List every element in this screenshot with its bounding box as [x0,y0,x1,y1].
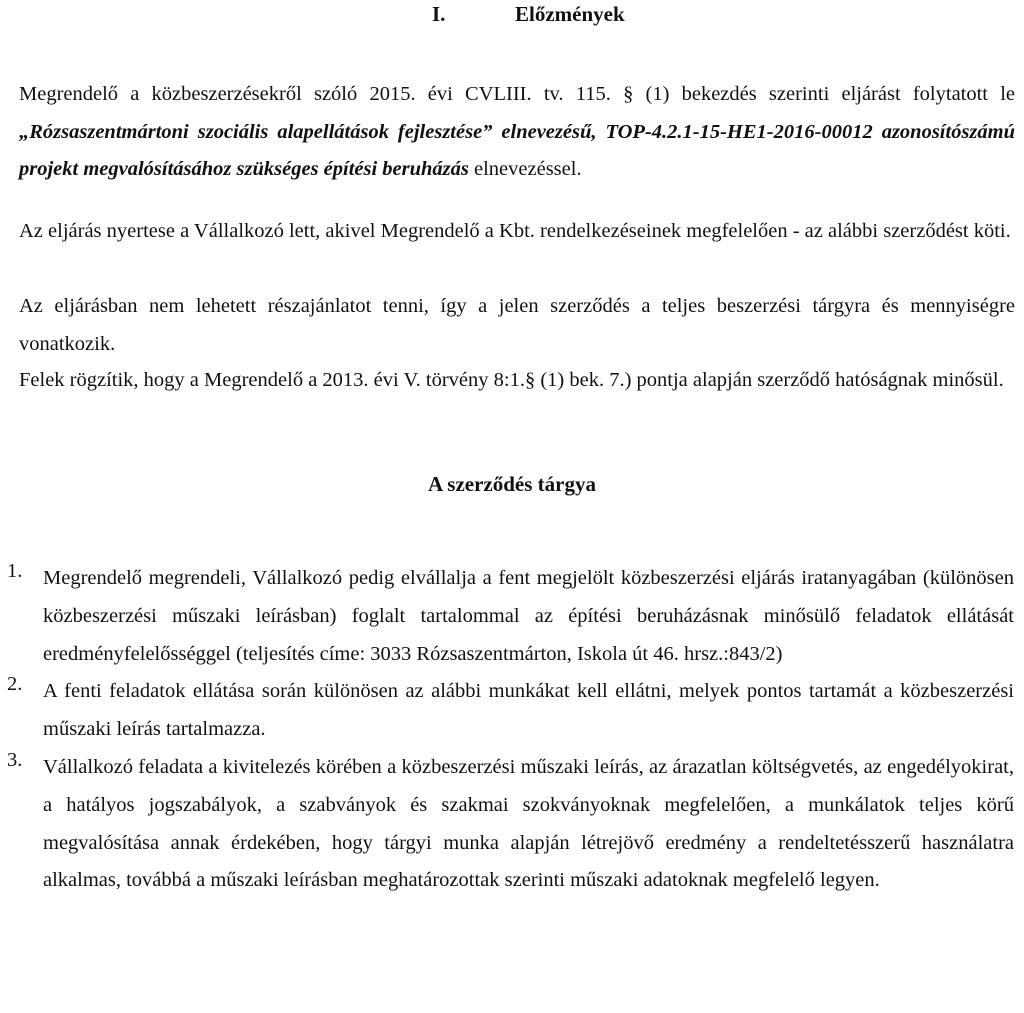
intro-paragraph-no-partial-bids: Az eljárásban nem lehetett részajánlatot tenni, így a jelen szerződés a teljes beszerzési tárgyra és mennyiségre vonatkozik. [19,295,1015,355]
list-item-text: Vállalkozó feladata a kivitelezés körében a közbeszerzési műszaki leírás, az árazatlan költségvetés, az engedélyokirat, a hatályos jogszabályok, a szabványok és szakmai szokványoknak megfelelően, a munkálatok teljes körű megvalósítása annak érdekében, hogy tárgyi munka alapján létrejövő eredmény a rendeltetésszerű használatra alkalmas, továbbá a műszaki leírásban meghatározottak szerinti műszaki adatoknak megfelelő legyen. [43,755,1014,892]
contract-subject-list [0,560,1024,900]
intro-paragraph-contracting-authority: Felek rögzítik, hogy a Megrendelő a 2013. évi V. törvény 8:1.§ (1) bek. 7.) pontja alapján szerződő hatóságnak minősül. [19,369,1004,391]
intro-paragraph-winner: Az eljárás nyertese a Vállalkozó lett, akivel Megrendelő a Kbt. rendelkezéseinek megfelelően - az alábbi szerződést köti. [19,220,1011,242]
list-item-number: 1. [7,560,23,582]
section-title: Előzmények [515,2,625,26]
list-item [0,560,1024,673]
list-item-text: A fenti feladatok ellátása során különösen az alábbi munkákat kell ellátni, melyek pontos tartamát a közbeszerzési műszaki leírás tartalmazza. [43,680,1014,741]
intro-paragraph-procedure [19,76,1015,189]
contract-subject-heading: A szerződés tárgya [428,472,596,496]
project-name-emphasis: „Rózsaszentmártoni szociális alapellátások fejlesztése” elnevezésű, TOP-4.2.1-15-HE1-2016-00012 azonosítószámú projekt megvalósításához szükséges építési beruházás [19,120,1015,180]
list-item-text: Megrendelő megrendeli, Vállalkozó pedig elvállalja a fent megjelölt közbeszerzési eljárás iratanyagában (különösen közbeszerzési műszaki leírásban) foglalt tartalommal az építési beruházásnak minősülő feladatok ellátását eredményfelelősséggel (teljesítés címe: 3033 Rózsaszentmárton, Iskola út 46. hrsz.:843/2) [43,567,1014,665]
section-number: I. [432,2,446,26]
list-item [0,673,1024,749]
list-item [0,749,1024,900]
list-item-number: 2. [7,673,23,696]
intro-text-start: Megrendelő a közbeszerzésekről szóló 2015. évi CVLIII. tv. 115. § (1) bekezdés szerinti eljárást folytatott le [19,83,1015,105]
intro-text-end: elnevezéssel. [468,158,582,180]
list-item-number: 3. [7,748,23,771]
